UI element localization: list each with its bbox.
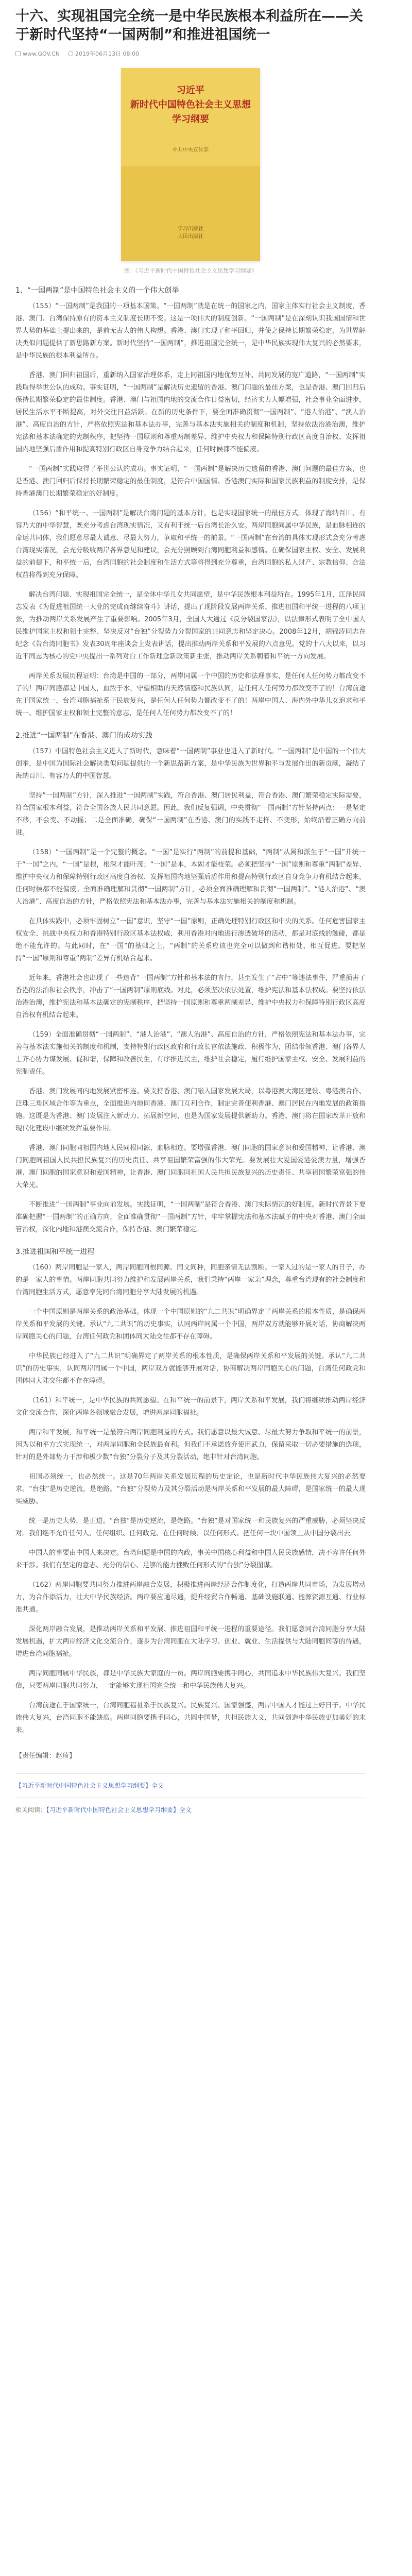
paragraph: 深化两岸融合发展，是推动两岸关系和平发展、推进祖国和平统一进程的重要途径。我们愿意同台湾同胞分享大陆发展机遇，扩大两岸经济文化交流合作，逐步为台湾同胞在大陆学习、创业、就业、生活提供与大陆同胞同等的待遇，增进台湾同胞福祉。 (15, 1625, 366, 1658)
image-caption: 图：《习近平新时代中国特色社会主义思想学习纲要》 (124, 267, 258, 274)
paragraph: “一国两制”实践取得了举世公认的成功。事实证明，“一国两制”是解决历史遗留的香港、澳门问题的最佳方案，也是香港、澳门回归后保持长期繁荣稳定的最佳制度，是符合中国国情、香港澳门实际和国家民族利益的制度安排，是保持香港澳门长期繁荣稳定的好制度。 (15, 465, 366, 498)
paragraph: 坚持“一国两制”方针，深入推进“一国两制”实践，符合香港、澳门居民利益，符合香港、澳门繁荣稳定实际需要，符合国家根本利益，符合全国各族人民共同意愿。因此，我们反复强调，中央贯彻“一国两制”方针坚持两点：一是坚定不移，不会变、不动摇；二是全面准确，确保“一国两制”在香港、澳门的实践不走样、不变形，始终沿着正确方向前进。 (15, 792, 366, 837)
section-1 (15, 285, 366, 720)
paragraph: 台湾前途在于国家统一，台湾同胞福祉系于民族复兴。民族复兴、国家强盛，两岸中国人才能过上好日子。中华民族伟大复兴，台湾同胞不能缺席。两岸同胞要携手同心，共圆中国梦，共担民族大义，共同创造中华民族更加美好的未来。 (15, 1702, 366, 1734)
full-text-link[interactable]: 【习近平新时代中国特色社会主义思想学习纲要】全文 (15, 1782, 164, 1789)
paragraph: 解决台湾问题、实现祖国完全统一，是全体中华儿女共同愿望，是中华民族根本利益所在。1995年1月，江泽民同志发表《为促进祖国统一大业的完成而继续奋斗》讲话，提出了现阶段发展两岸关系、推进祖国和平统一进程的八项主张，为推动两岸关系发展产生了重要影响。2005年3月，全国人大通过《反分裂国家法》，以法律形式表明了全中国人民维护国家主权和领土完整、坚决反对“台独”分裂势力分裂国家的共同意志和坚定决心。2008年12月，胡锦涛同志在纪念《告台湾同胞书》发表30周年座谈会上发表讲话，提出推动两岸关系和平发展的六点意见。党的十八大以来，以习近平同志为核心的党中央提出一系列对台工作新理念新政策新主张，推动两岸关系朝着和平统一方向发展。 (15, 591, 366, 660)
paragraph: 两岸关系发展历程证明：台湾是中国的一部分，两岸同属一个中国的历史和法理事实，是任何人任何势力都改变不了的！两岸同胞都是中国人，血浓于水，守望相助的天然情感和民族认同，是任何人任何势力都改变不了的！台湾前途在于国家统一，台湾同胞福祉系于民族复兴，是任何人任何势力都改变不了的！两岸中国人、海内外中华儿女追求和平统一、维护国家主权和领土完整的意志，是任何人任何势力都改变不了的！ (15, 672, 366, 717)
clock-icon (68, 51, 73, 56)
paragraph: （160）两岸同胞是一家人，两岸同胞同根同源、同文同种，同胞亲情无法割断。一家人过的是一家人的日子，办的是一家人的事情。两岸同胞共同努力维护和发展两岸关系，我们秉持“两岸一家亲”理念，尊重台湾现有的社会制度和台湾同胞生活方式，愿意率先同台湾同胞分享大陆发展的机遇。 (15, 1264, 366, 1296)
paragraph: （157）中国特色社会主义进入了新时代，意味着“一国两制”事业也进入了新时代。“一国两制”是中国的一个伟大创举，是中国为国际社会解决类似问题提供的一个新思路新方案，是中华民族为世界和平与发展作出的新贡献，凝结了海纳百川、有容乃大的中国智慧。 (15, 748, 366, 780)
editor-credit: 【责任编辑：赵琦】 (15, 1752, 76, 1760)
paragraph: （159）全面准确贯彻“一国两制”、“港人治港”、“澳人治港”、高度自治的方针，严格依照宪法和基本法办事，完善与基本法实施相关的制度和机制，支持特别行政区政府和行政长官依法施政、积极作为，团结带领香港、澳门各界人士齐心协力谋发展、促和谐，保障和改善民生，有序推进民主，维护社会稳定，履行维护国家主权、安全、发展利益的宪制责任。 (15, 1031, 366, 1076)
globe-icon (15, 51, 21, 56)
section-heading: 1、“一国两制”是中国特色社会主义的一个伟大创举 (15, 286, 179, 295)
paragraph: 中华民族已经进入了“九二共识”明确界定了两岸关系的根本性质，是确保两岸关系和平发展的关键。承认“九二共识”的历史事实，认同两岸同属一个中国，两岸双方就能够开展对话，协商解决两岸同胞关心的问题，台湾任何政党和团体同大陆交往都不存在障碍。 (15, 1352, 366, 1385)
related-reading-link[interactable]: 【习近平新时代中国特色社会主义思想学习纲要】全文 (46, 1806, 192, 1814)
divider (15, 1773, 366, 1774)
paragraph: 香港、澳门同胞同祖国内地人民同根同源，血脉相连。要增强香港、澳门同胞的国家意识和爱国精神，让香港、澳门同胞同祖国人民共担民族复兴的历史责任、共享祖国繁荣富强的伟大荣光。要发展壮大爱国爱港爱澳力量，增强香港、澳门同胞的国家意识和爱国精神，让香港、澳门同胞同祖国人民共担民族复兴的历史责任、共享祖国繁荣富强的伟大荣光。 (15, 1144, 366, 1189)
article-body (15, 285, 366, 1737)
editor-name: 赵琦 (56, 1752, 70, 1760)
section-heading: 2.推进“一国两制”在香港、澳门的成功实践 (15, 732, 152, 740)
section-3 (15, 1246, 366, 1737)
paragraph: （158）“一国两制”是一个完整的概念。“一国”是实行“两制”的前提和基础，“两制”从属和派生于“一国”并统一于“一国”之内。“一国”是根，根深才能叶茂；“一国”是本，本固才能枝荣。必须把坚持“一国”原则和尊重“两制”差异、维护中央权力和保障特别行政区高度自治权、发挥祖国内地坚强后盾作用和提高特别行政区自身竞争力有机结合起来，任何时候都不能偏废。全面准确理解和贯彻“一国两制”方针，必须全面准确理解和贯彻“一国两制”、“港人治港”、“澳人治港”、高度自治的方针，严格依照宪法和基本法办事，完善与基本法实施相关的制度和机制。 (15, 849, 366, 906)
paragraph: 在具体实践中，必须牢固树立“一国”意识，坚守“一国”原则，正确处理特别行政区和中央的关系。任何危害国家主权安全、挑战中央权力和香港特别行政区基本法权威、利用香港对内地进行渗透破坏的活动，都是对底线的触碰，都是绝不能允许的。与此同时，在“一国”的基础之上，“两制”的关系应该也完全可以做到和谐相处、相互促进。要把坚持“一国”原则和尊重“两制”差异有机结合起来。 (15, 918, 366, 962)
paragraph: 两岸同胞同属中华民族，都是中华民族大家庭的一员。两岸同胞要携手同心，共同追求中华民族伟大复兴。我们坚信，只要两岸同胞共同努力，一定能够实现祖国完全统一和中华民族伟大复兴。 (15, 1670, 366, 1690)
book-cover-title: 习近平 新时代中国特色社会主义思想 学习纲要 (130, 85, 251, 125)
book-cover-publisher: 学习出版社 人民出版社 (178, 226, 203, 240)
paragraph: （162）两岸同胞要共同努力推进两岸融合发展，积极推进两岸经济合作制度化，打造两岸共同市场，为发展增动力，为合作添活力，壮大中华民族经济。两岸要应通尽通，提升经贸合作畅通、基础设施联通、能源资源互通、行业标准共通。 (15, 1581, 366, 1614)
paragraph: （161）和平统一，是中华民族的共同愿望。在和平统一的前景下，两岸关系和平发展，我们将继续推动两岸经济文化交流合作，深化两岸各领域融合发展，增进两岸同胞福祉。 (15, 1397, 366, 1417)
article-title: 十六、实现祖国完全统一是中华民族根本利益所在——关于新时代坚持“一国两制”和推进祖国统一 (15, 8, 363, 43)
paragraph: 统一是历史大势，是正道。“台独”是历史逆流，是绝路。“台独”是对国家统一和民族复兴的严重威胁，必须坚决反对。我们绝不允许任何人、任何组织、任何政党、在任何时候、以任何形式、把任何一块中国领土从中国分裂出去。 (15, 1517, 366, 1537)
section-heading: 3.推进祖国和平统一进程 (15, 1248, 95, 1256)
book-cover-subtitle: 中共中央宣传部 (173, 147, 209, 153)
paragraph: 近年来，香港社会也出现了一些违背“一国两制”方针和基本法的言行，甚至发生了“占中”等违法事件，严重损害了香港的法治和社会秩序，冲击了“一国两制”原则底线。对此，必须坚决依法处置，维护宪法和基本法权威。要坚持依法治港治澳，维护宪法和基本法确定的宪制秩序，把坚持一国原则和尊重两制差异、维护中央权力和保障特别行政区高度自治权有机结合起来。 (15, 974, 366, 1019)
paragraph: 一个中国原则是两岸关系的政治基础。体现一个中国原则的“九二共识”明确界定了两岸关系的根本性质，是确保两岸关系和平发展的关键。承认“九二共识”的历史事实，认同两岸同属一个中国，两岸双方就能够开展对话，协商解决两岸同胞关心的问题，台湾任何政党和团体同大陆交往都不存在障碍。 (15, 1308, 366, 1341)
article-meta (15, 49, 366, 58)
related-reading: 相关阅读：【习近平新时代中国特色社会主义思想学习纲要】全文 (15, 1806, 192, 1814)
paragraph: 香港、澳门发展同内地发展紧密相连。要支持香港、澳门融入国家发展大局，以粤港澳大湾区建设、粤港澳合作、泛珠三角区域合作等为重点，全面推进内地同香港、澳门互利合作，制定完善便利香港、澳门居民在内地发展的政策措施。这既是为香港、澳门发展注入新动力、拓展新空间，也是为国家发展提供新助力。香港、澳门将在国家改革开放和现代化建设中继续发挥重要作用。 (15, 1088, 366, 1132)
article-date: 2019年06月13日 08:00 (68, 49, 139, 58)
paragraph: 中国人的事要由中国人来决定。台湾问题是中国的内政，事关中国核心利益和中国人民民族感情，决不容许任何外来干涉。我们有坚定的意志、充分的信心、足够的能力挫败任何形式的“台独”分裂图谋。 (15, 1549, 366, 1569)
section-2-continued (15, 1086, 366, 1236)
paragraph: （156）“和平统一、一国两制”是解决台湾问题的基本方针，也是实现国家统一的最佳方式。体现了海纳百川、有容乃大的中华智慧，既充分考虑台湾现实情况，又有利于统一后台湾长治久安。两岸同胞同属中华民族，是血脉相连的命运共同体，我们愿意尽最大诚意、尽最大努力，争取和平统一的前景。“一国两制”在台湾的具体实现形式会充分考虑台湾现实情况，会充分吸收两岸各界意见和建议，会充分照顾到台湾同胞利益和感情。在确保国家主权、安全、发展利益的前提下，和平统一后，台湾同胞的社会制度和生活方式等将得到充分尊重，台湾同胞的私人财产、宗教信仰、合法权益将得到充分保障。 (15, 510, 366, 579)
book-cover-image (121, 68, 260, 261)
section-2 (15, 730, 366, 1078)
paragraph: 不断推进“一国两制”事业向前发展。实践证明，“一国两制”是符合香港、澳门实际情况的好制度。新时代背景下要准确把握“一国两制”的正确方向，全面准确贯彻“一国两制”方针，牢牢掌握宪法和基本法赋予的中央对香港、澳门全面管治权，深化内地和港澳交流合作，保持香港、澳门繁荣稳定。 (15, 1201, 366, 1233)
paragraph: （155）“一国两制”是我国的一项基本国策。“一国两制”就是在统一的国家之内，国家主体实行社会主义制度，香港、澳门、台湾保持原有的资本主义制度长期不变。这是一项伟大的制度创新。“一国两制”是在深刻认识我国国情和世界大势的基础上提出来的，是前无古人的伟大构想。香港、澳门实现了和平回归，并使之保持长期繁荣稳定，为世界解决类似问题提供了新思路新方案。新时代坚持“一国两制”，推进祖国完全统一，是中华民族实现伟大复兴的必然要求，是中华民族的根本利益所在。 (15, 302, 366, 360)
article-footer (15, 1750, 366, 1816)
paragraph: 两岸和平发展，和平统一是最符合两岸同胞利益的方式。我们愿意以最大诚意、尽最大努力争取和平统一的前景，因为以和平方式实现统一，对两岸同胞和全民族最有利。但我们不承诺放弃使用武力，保留采取一切必要措施的选项，针对的是外部势力干涉和极少数“台独”分裂分子及其分裂活动，绝非针对台湾同胞。 (15, 1429, 366, 1461)
paragraph: 香港、澳门回归祖国后，重新纳入国家治理体系，走上同祖国内地优势互补、共同发展的宽广道路，“一国两制”实践取得举世公认的成功。事实证明，“一国两制”是解决历史遗留的香港、澳门问题的最佳方案，也是香港、澳门回归后保持长期繁荣稳定的最佳制度。香港、澳门与祖国内地的交流合作日益密切，经济实力大幅增强，社会事业全面进步，居民生活水平不断提高，对外交往日益活跃。在新的历史条件下，要全面准确贯彻“一国两制”、“港人治港”、“澳人治港”、高度自治的方针，严格依照宪法和基本法办事，完善与基本法实施相关的制度和机制，坚持依法治港治澳，维护宪法和基本法确定的宪制秩序，把坚持一国原则和尊重两制差异、维护中央权力和保障特别行政区高度自治权、发挥祖国内地坚强后盾作用和提高特别行政区自身竞争力结合起来，任何时候都不能偏废。 (15, 371, 366, 453)
article-source: www.GOV.CN (15, 50, 60, 57)
paragraph: 祖国必须统一，也必然统一。这是70年两岸关系发展历程的历史定论，也是新时代中华民族伟大复兴的必然要求。“台独”是历史逆流，是绝路。“台独”分裂势力及其分裂活动是两岸关系和平发展的最大障碍，是国家统一的最大现实威胁。 (15, 1473, 366, 1505)
